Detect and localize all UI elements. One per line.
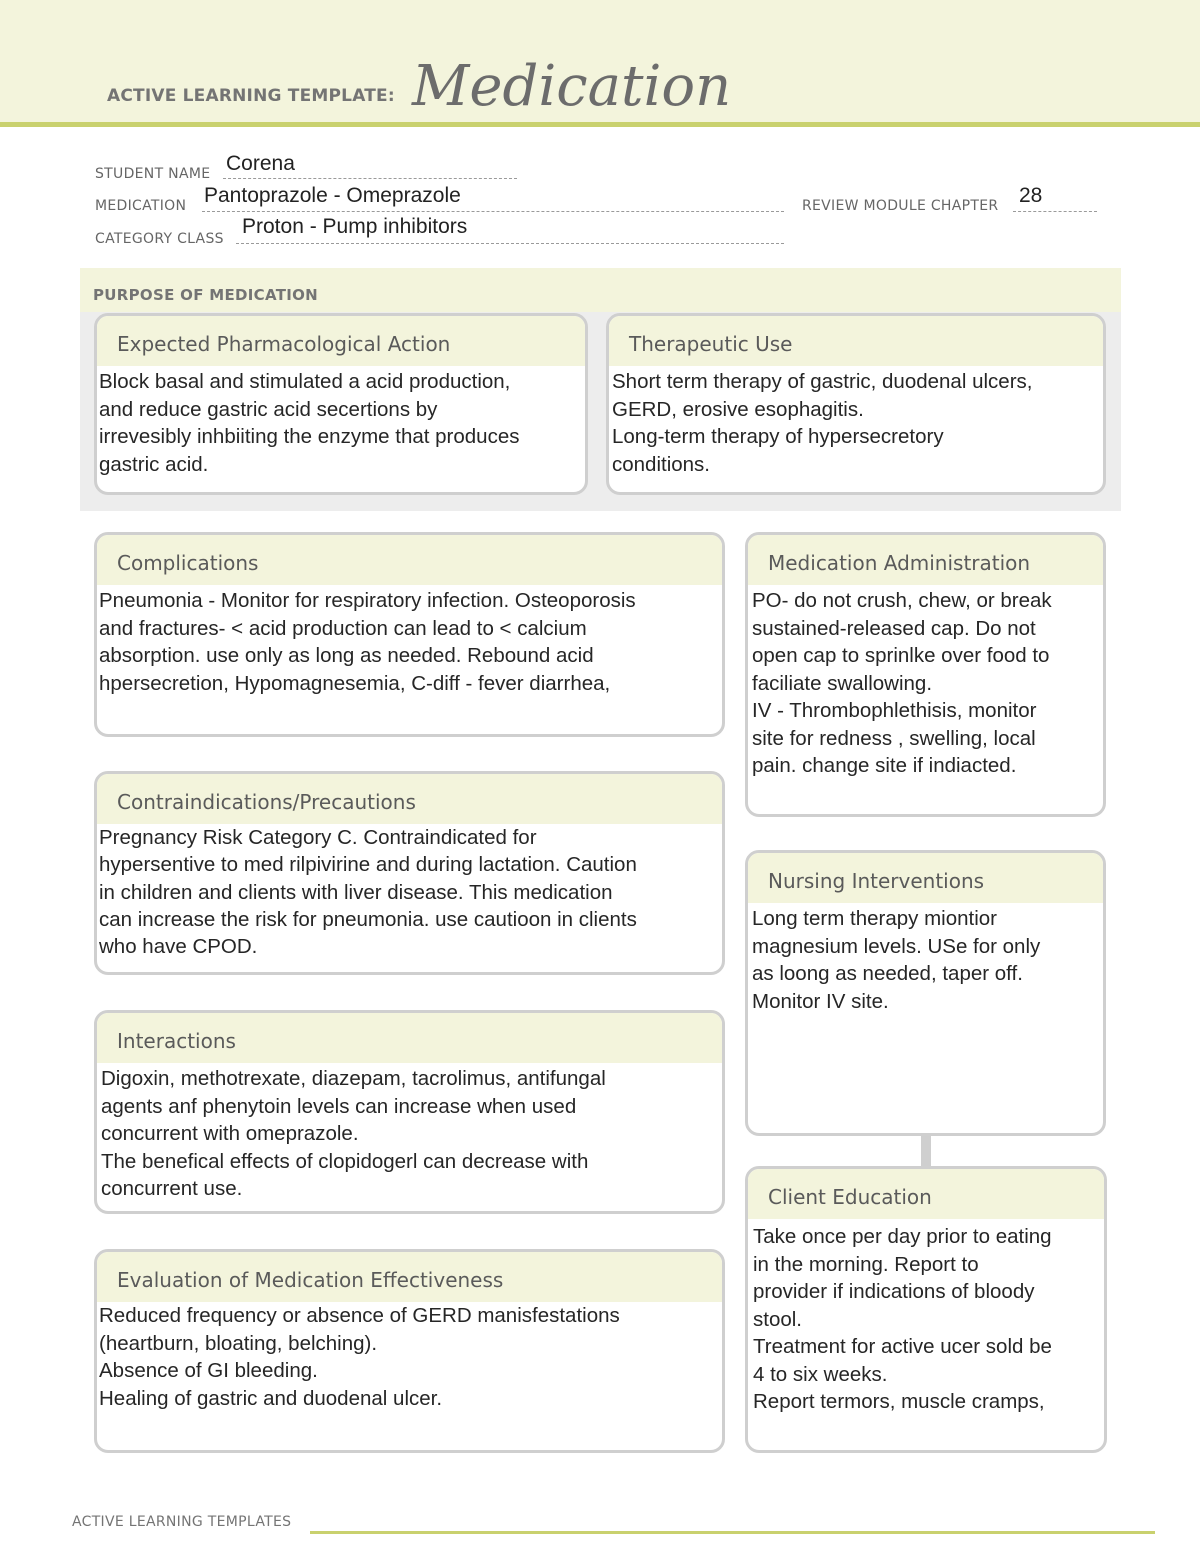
medication-line: [202, 211, 784, 212]
text-line: gastric acid.: [99, 452, 209, 476]
text-line: absorption. use only as long as needed. Rebound acid: [99, 644, 594, 667]
text-line: and fractures- < acid production can lead to < calcium: [99, 616, 587, 640]
nursing-interventions-title: Nursing Interventions: [748, 853, 1103, 903]
text-line: (heartburn, bloating, belching).: [99, 1331, 378, 1355]
text-line: concurrent with omeprazole.: [101, 1122, 359, 1145]
text-line: Reduced frequency or absence of GERD manisfestations: [99, 1304, 620, 1327]
nursing-interventions-box[interactable]: [745, 850, 1106, 1136]
text-line: Long term therapy miontior: [752, 907, 997, 930]
expected-action-title: Expected Pharmacological Action: [97, 316, 585, 366]
text-line: Block basal and stimulated a acid production,: [99, 370, 511, 393]
header-divider: [0, 122, 1200, 127]
text-line: in the morning. Report to: [753, 1252, 979, 1276]
evaluation-text: [97, 1302, 722, 1412]
footer-label: ACTIVE LEARNING TEMPLATES: [72, 1514, 292, 1530]
text-line: Digoxin, methotrexate, diazepam, tacrolimus, antifungal: [101, 1067, 606, 1090]
expected-action-text: [97, 366, 585, 478]
student-name-label: STUDENT NAME: [95, 166, 211, 182]
text-line: hpersecretion, Hypomagnesemia, C-diff - fever diarrhea,: [99, 671, 611, 695]
text-line: faciliate swallowing.: [752, 671, 933, 695]
text-line: PO- do not crush, chew, or break: [752, 589, 1052, 612]
text-line: and reduce gastric acid secertions by: [99, 397, 438, 421]
client-education-text: [748, 1219, 1104, 1416]
text-line: Long-term therapy of hypersecretory: [612, 425, 944, 448]
complications-title: Complications: [97, 535, 722, 585]
evaluation-title: Evaluation of Medication Effectiveness: [97, 1252, 722, 1302]
student-name-line: [223, 178, 517, 179]
text-line: irrevesibly inhbiiting the enzyme that produces: [99, 425, 520, 448]
contraindications-title: Contraindications/Precautions: [97, 774, 722, 824]
text-line: magnesium levels. USe for only: [752, 934, 1041, 958]
purpose-label: PURPOSE OF MEDICATION: [93, 286, 319, 304]
category-class-line: [236, 243, 784, 244]
interactions-text: [97, 1063, 722, 1203]
text-line: as loong as needed, taper off.: [752, 962, 1023, 985]
footer-divider: [310, 1531, 1155, 1534]
text-line: site for redness , swelling, local: [752, 726, 1036, 750]
text-line: pain. change site if indiacted.: [752, 754, 1017, 777]
therapeutic-use-box[interactable]: [606, 313, 1106, 495]
text-line: open cap to sprinlke over food to: [752, 644, 1050, 667]
text-line: Treatment for active ucer sold be: [753, 1335, 1052, 1358]
review-module-field[interactable]: 28: [1019, 184, 1043, 207]
text-line: Pneumonia - Monitor for respiratory infection. Osteoporosis: [99, 589, 636, 612]
interactions-box[interactable]: [94, 1010, 725, 1214]
complications-box[interactable]: [94, 532, 725, 737]
text-line: provider if indications of bloody: [753, 1280, 1035, 1303]
text-line: Pregnancy Risk Category C. Contraindicated for: [99, 826, 537, 849]
text-line: sustained-released cap. Do not: [752, 616, 1036, 640]
review-module-label: REVIEW MODULE CHAPTER: [802, 198, 999, 214]
text-line: Take once per day prior to eating: [753, 1225, 1052, 1248]
template-title: Medication: [412, 54, 732, 119]
complications-text: [97, 585, 722, 697]
text-line: Absence of GI bleeding.: [99, 1359, 318, 1382]
evaluation-box[interactable]: [94, 1249, 725, 1453]
medication-administration-box[interactable]: [745, 532, 1106, 817]
text-line: agents anf phenytoin levels can increase when used: [101, 1094, 577, 1118]
medication-administration-title: Medication Administration: [748, 535, 1103, 585]
text-line: concurrent use.: [101, 1177, 243, 1200]
text-line: Short term therapy of gastric, duodenal ulcers,: [612, 370, 1033, 393]
client-education-box[interactable]: [745, 1166, 1107, 1453]
category-class-field[interactable]: Proton - Pump inhibitors: [242, 215, 468, 238]
interactions-title: Interactions: [97, 1013, 722, 1063]
text-line: can increase the risk for pneumonia. use cautioon in clients: [99, 907, 637, 931]
text-line: Healing of gastric and duodenal ulcer.: [99, 1386, 443, 1410]
therapeutic-use-title: Therapeutic Use: [609, 316, 1103, 366]
box-connector: [921, 1136, 931, 1166]
category-class-label: CATEGORY CLASS: [95, 231, 224, 247]
student-name-field[interactable]: Corena: [226, 152, 295, 175]
text-line: hypersentive to med rilpivirine and during lactation. Caution: [99, 853, 637, 877]
text-line: The benefical effects of clopidogerl can decrease with: [101, 1149, 589, 1173]
expected-action-box[interactable]: [94, 313, 588, 495]
text-line: IV - Thrombophlethisis, monitor: [752, 699, 1037, 722]
text-line: stool.: [753, 1307, 802, 1331]
medication-label: MEDICATION: [95, 198, 187, 214]
therapeutic-use-text: [609, 366, 1103, 478]
client-education-title: Client Education: [748, 1169, 1104, 1219]
nursing-interventions-text: [748, 903, 1103, 1015]
medication-administration-text: [748, 585, 1103, 780]
text-line: Monitor IV site.: [752, 989, 889, 1013]
text-line: conditions.: [612, 452, 711, 476]
contraindications-text: [97, 824, 722, 960]
text-line: in children and clients with liver disease. This medication: [99, 880, 613, 904]
text-line: who have CPOD.: [99, 935, 258, 959]
text-line: 4 to six weeks.: [753, 1362, 888, 1386]
medication-field[interactable]: Pantoprazole - Omeprazole: [204, 184, 461, 207]
text-line: Report termors, muscle cramps,: [753, 1390, 1045, 1413]
template-label: ACTIVE LEARNING TEMPLATE:: [107, 86, 395, 106]
contraindications-box[interactable]: [94, 771, 725, 975]
text-line: GERD, erosive esophagitis.: [612, 397, 864, 421]
review-module-line: [1013, 211, 1097, 212]
